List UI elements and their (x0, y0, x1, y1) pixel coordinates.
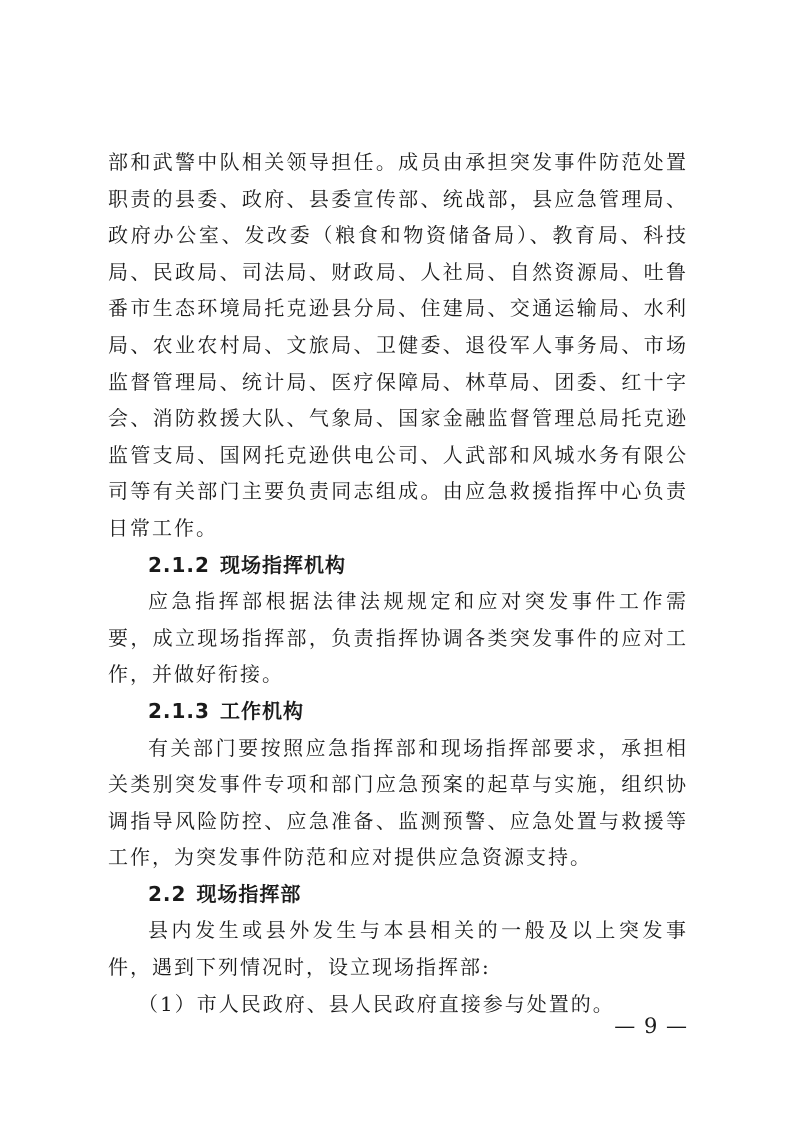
page-body (108, 144, 688, 1022)
section-number: 2.1.3 (148, 698, 210, 723)
section-title: 现场指挥部 (196, 881, 302, 906)
heading-2-1-3 (108, 693, 688, 730)
heading-2-1-2 (108, 547, 688, 584)
page-number: — 9 — (614, 1014, 688, 1038)
section-title: 工作机构 (219, 698, 304, 723)
section-title: 现场指挥机构 (219, 552, 346, 577)
paragraph-members: 部和武警中队相关领导担任。成员由承担突发事件防范处置职责的县委、政府、县委宣传部、统战部，县应急管理局、政府办公室、发改委（粮食和物资储备局）、教育局、科技局、民政局、司法局、财政局、人社局、自然资源局、吐鲁番市生态环境局托克逊县分局、住建局、交通运输局、水利局、农业农村局、文旅局、卫健委、退役军人事务局、市场监督管理局、统计局、医疗保障局、林草局、团委、红十字会、消防救援大队、气象局、国家金融监督管理总局托克逊监管支局、国网托克逊供电公司、人武部和风城水务有限公司等有关部门主要负责同志组成。由应急救援指挥中心负责日常工作。 (108, 150, 688, 540)
section-number: 2.1.2 (148, 552, 210, 577)
heading-2-2 (108, 876, 688, 913)
section-number: 2.2 (148, 881, 187, 906)
list-item-1: （1）市人民政府、县人民政府直接参与处置的。 (138, 991, 615, 1016)
paragraph-2-2: 县内发生或县外发生与本县相关的一般及以上突发事件，遇到下列情况时，设立现场指挥部: (108, 918, 688, 980)
paragraph-2-1-3: 有关部门要按照应急指挥部和现场指挥部要求，承担相关类别突发事件专项和部门应急预案的起草与实施，组织协调指导风险防控、应急准备、监测预警、应急处置与救援等工作，为突发事件防范和应对提供应急资源支持。 (108, 735, 688, 870)
paragraph-2-1-2: 应急指挥部根据法律法规规定和应对突发事件工作需要，成立现场指挥部，负责指挥协调各类突发事件的应对工作，并做好衔接。 (108, 589, 688, 687)
